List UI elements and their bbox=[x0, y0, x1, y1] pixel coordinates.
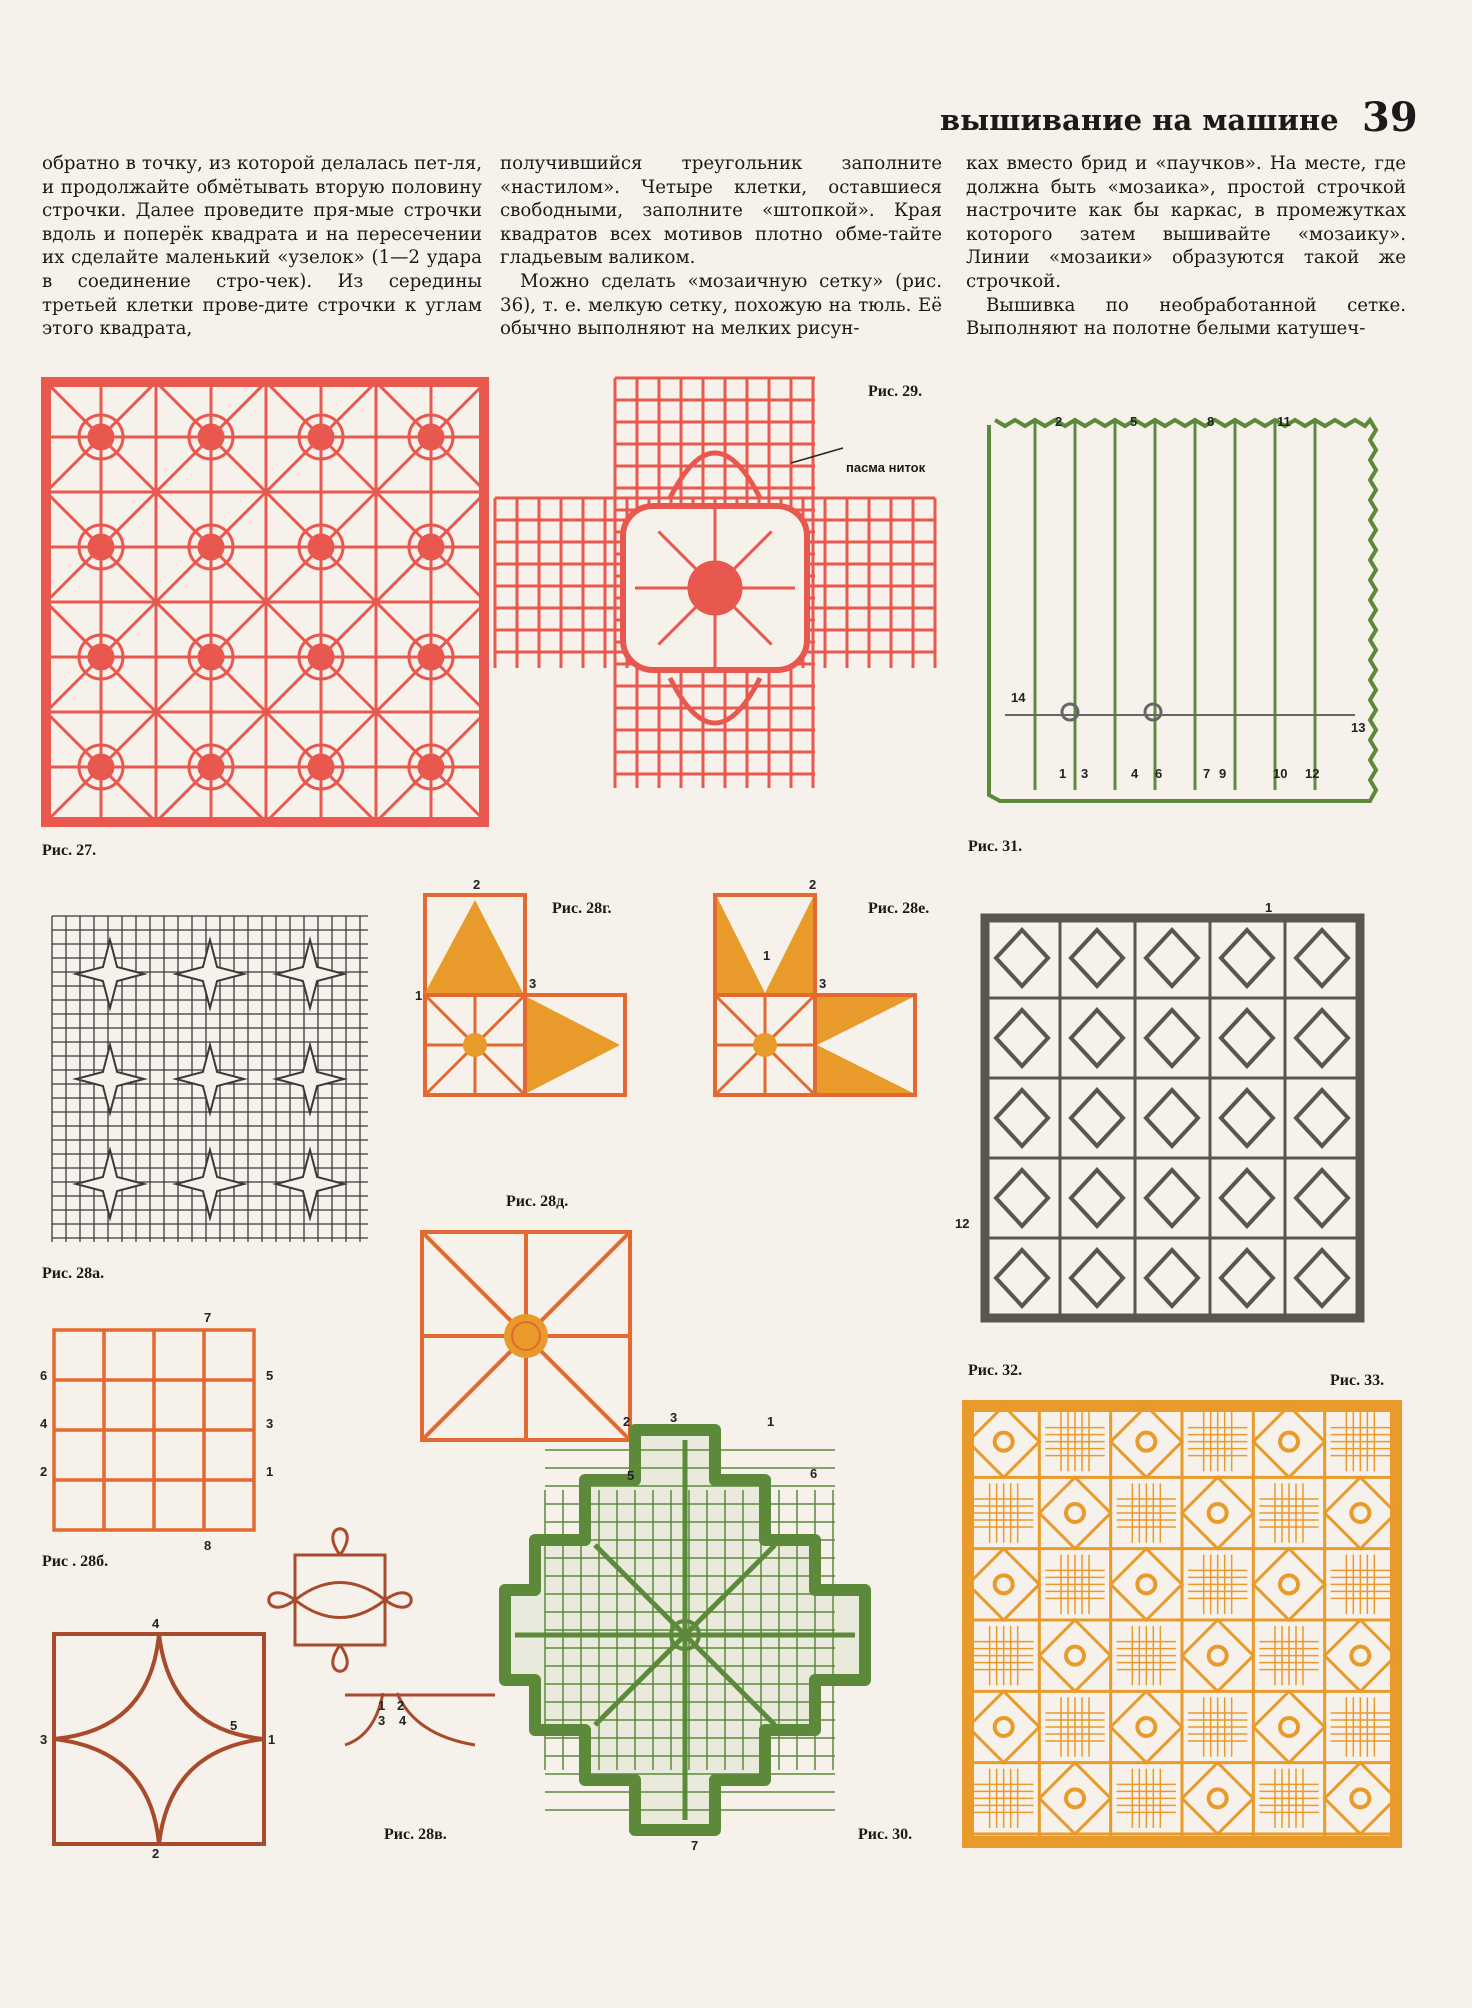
svg-text:7: 7 bbox=[1203, 766, 1211, 781]
svg-text:14: 14 bbox=[1011, 690, 1026, 705]
svg-text:7: 7 bbox=[204, 1310, 212, 1325]
svg-text:4: 4 bbox=[399, 1713, 407, 1728]
svg-text:12: 12 bbox=[1305, 766, 1320, 781]
figure-28v-loops bbox=[275, 1525, 505, 1755]
figure-27-lace-square bbox=[42, 378, 488, 826]
page-number: 39 bbox=[1362, 94, 1418, 141]
svg-text:6: 6 bbox=[40, 1368, 48, 1383]
text-column-1 bbox=[42, 152, 482, 341]
svg-text:8: 8 bbox=[1207, 414, 1215, 429]
caption-fig28b: Рис . 28б. bbox=[42, 1553, 109, 1570]
figure-32-grid bbox=[955, 898, 1380, 1333]
svg-text:6: 6 bbox=[1155, 766, 1163, 781]
svg-text:7: 7 bbox=[691, 1838, 699, 1853]
svg-text:5: 5 bbox=[1130, 414, 1138, 429]
figure-28v-diagram bbox=[40, 1616, 280, 1861]
caption-fig32: Рис. 32. bbox=[968, 1362, 1023, 1379]
text-column-3 bbox=[966, 152, 1406, 341]
svg-text:3: 3 bbox=[266, 1416, 274, 1431]
figure-28a-pattern bbox=[42, 906, 378, 1252]
svg-text:3: 3 bbox=[1081, 766, 1089, 781]
svg-text:2: 2 bbox=[152, 1846, 160, 1861]
paragraph: Вышивка по необработанной сетке. Выполняют на полотне белыми катушеч- bbox=[966, 294, 1406, 340]
svg-text:10: 10 bbox=[1273, 766, 1288, 781]
figure-30-diamond-motif bbox=[505, 1410, 885, 1853]
svg-text:8: 8 bbox=[204, 1538, 212, 1553]
svg-text:12: 12 bbox=[955, 1216, 970, 1231]
svg-text:1: 1 bbox=[763, 948, 771, 963]
svg-text:3: 3 bbox=[529, 976, 537, 991]
svg-text:4: 4 bbox=[1131, 766, 1139, 781]
svg-text:2: 2 bbox=[809, 877, 817, 892]
svg-text:5: 5 bbox=[230, 1718, 238, 1733]
svg-text:9: 9 bbox=[1219, 766, 1227, 781]
caption-fig28d: Рис. 28д. bbox=[506, 1193, 569, 1210]
paragraph: ках вместо брид и «паучков». На месте, где должна быть «мозаика», простой строчкой настрочите как бы каркас, в промежутках которого затем вышивайте «мозаику». Линии «мозаики» образуются такой же строчкой. bbox=[966, 153, 1406, 292]
svg-text:2: 2 bbox=[40, 1464, 48, 1479]
section-title: вышивание на машине bbox=[940, 103, 1339, 137]
figure-33-lace-grid bbox=[962, 1400, 1402, 1848]
text-column-2 bbox=[500, 152, 942, 341]
svg-text:1: 1 bbox=[767, 1414, 775, 1429]
svg-text:4: 4 bbox=[152, 1616, 160, 1631]
svg-text:3: 3 bbox=[819, 976, 827, 991]
svg-text:4: 4 bbox=[40, 1416, 48, 1431]
svg-text:11: 11 bbox=[1277, 414, 1291, 429]
svg-text:6: 6 bbox=[810, 1466, 818, 1481]
svg-text:2: 2 bbox=[397, 1698, 405, 1713]
caption-fig29: Рис. 29. bbox=[868, 383, 923, 400]
caption-fig30: Рис. 30. bbox=[858, 1826, 913, 1843]
paragraph: обратно в точку, из которой делалась пет-ля, и продолжайте обмётывать вторую половину строчки. Далее проведите пря-мые строчки вдоль и поперёк квадрата и на пересечении их сделайте маленький «узелок» (1—2 удара в соединение стро-чек). Из середины третьей клетки прове-дите строчки к углам этого квадрата, bbox=[42, 153, 482, 340]
svg-text:1: 1 bbox=[1059, 766, 1067, 781]
caption-fig28g: Рис. 28г. bbox=[552, 900, 612, 917]
caption-fig33: Рис. 33. bbox=[1330, 1372, 1385, 1389]
svg-text:5: 5 bbox=[627, 1468, 635, 1483]
caption-fig28v: Рис. 28в. bbox=[384, 1826, 447, 1843]
label-threads: пасма ниток bbox=[846, 460, 926, 475]
svg-text:5: 5 bbox=[266, 1368, 274, 1383]
svg-text:2: 2 bbox=[623, 1414, 631, 1429]
figure-31-stitch-panel bbox=[975, 400, 1385, 810]
caption-fig28e: Рис. 28е. bbox=[868, 900, 930, 917]
svg-text:2: 2 bbox=[473, 877, 481, 892]
paragraph: Можно сделать «мозаичную сетку» (рис. 36), т. е. мелкую сетку, похожую на тюль. Её обычно выполняют на мелких рисун- bbox=[500, 270, 942, 340]
svg-text:2: 2 bbox=[1055, 414, 1063, 429]
svg-text:1: 1 bbox=[268, 1732, 276, 1747]
paragraph: получившийся треугольник заполните «настилом». Четыре клетки, оставшиеся свободными, заполните «штопкой». Края квадратов всех мотивов плотно обме-тайте гладьевым валиком. bbox=[500, 153, 942, 269]
svg-text:1: 1 bbox=[266, 1464, 274, 1479]
svg-text:13: 13 bbox=[1351, 720, 1366, 735]
svg-text:3: 3 bbox=[378, 1713, 386, 1728]
caption-fig31: Рис. 31. bbox=[968, 838, 1023, 855]
svg-text:1: 1 bbox=[415, 988, 423, 1003]
figure-28b-grid bbox=[40, 1310, 280, 1560]
caption-fig27: Рис. 27. bbox=[42, 842, 97, 859]
caption-fig28a: Рис. 28а. bbox=[42, 1265, 105, 1282]
svg-text:1: 1 bbox=[378, 1698, 386, 1713]
svg-text:3: 3 bbox=[670, 1410, 678, 1425]
figure-29-cross-motif bbox=[495, 378, 950, 798]
svg-text:1: 1 bbox=[1265, 900, 1273, 915]
svg-text:3: 3 bbox=[40, 1732, 48, 1747]
